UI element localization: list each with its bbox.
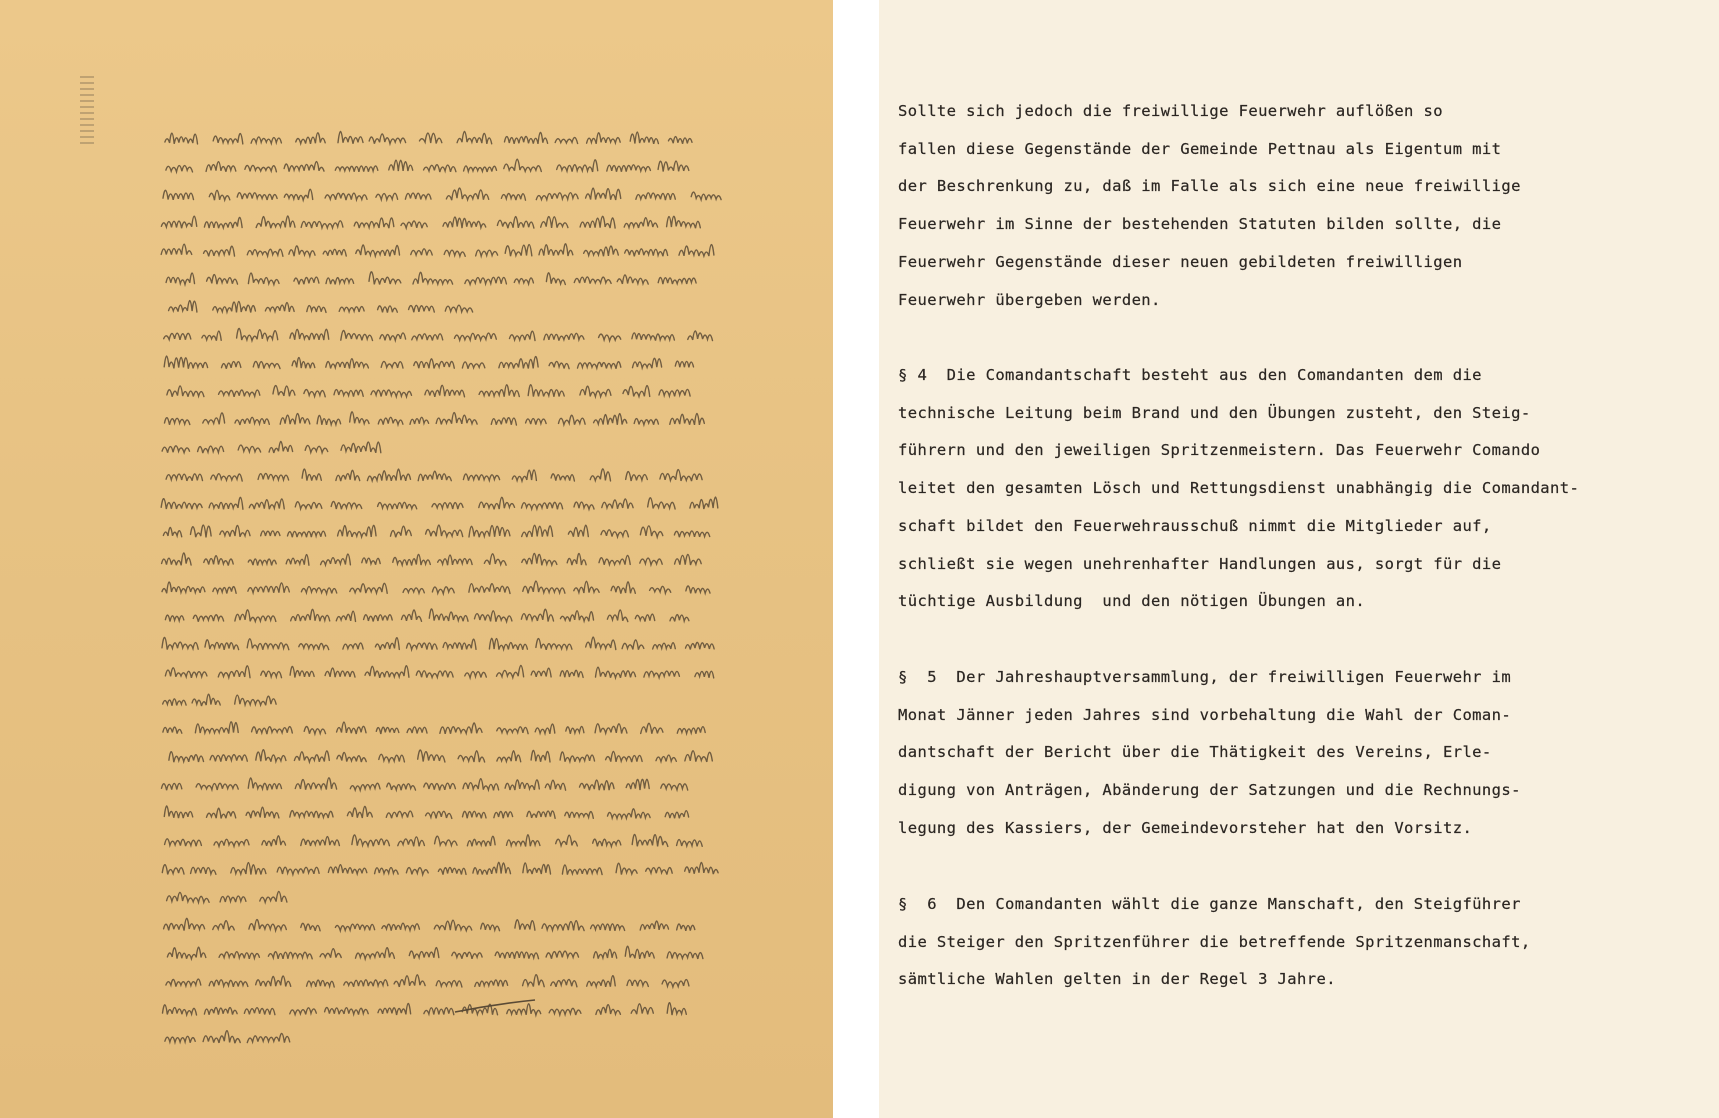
handwritten-line (169, 750, 725, 762)
handwritten-line (165, 1031, 306, 1044)
text-line: Feuerwehr im Sinne der bestehenden Statuten bilden sollte, die (898, 215, 1502, 234)
page-gutter (833, 0, 879, 1118)
paragraph-section-5 (898, 659, 1521, 848)
handwritten-line (163, 722, 719, 734)
text-line: schließt sie wegen unehrenhafter Handlungen aus, sorgt für die (898, 554, 1502, 573)
handwritten-line (164, 918, 708, 930)
paragraph-section-6 (898, 886, 1531, 999)
text-line: Feuerwehr Gegenstände dieser neuen gebildeten freiwilligen (898, 252, 1463, 271)
handwritten-line (162, 637, 722, 650)
text-line: fallen diese Gegenstände der Gemeinde Pettnau als Eigentum mit (898, 139, 1502, 158)
handwritten-line (165, 131, 705, 143)
manuscript-page (0, 0, 833, 1118)
handwritten-line (165, 412, 719, 425)
text-line: Sollte sich jedoch die freiwillige Feuerwehr auflößen so (898, 102, 1443, 120)
text-line: § 4 Die Comandantschaft besteht aus den Comandanten dem die (898, 366, 1482, 384)
text-line: führern und den jeweiligen Spritzenmeistern. Das Feuerwehr Comando (898, 441, 1541, 460)
handwritten-line (166, 975, 704, 987)
handwritten-line (161, 216, 715, 228)
text-line: schaft bildet den Feuerwehrausschuß nimmt die Mitglieder auf, (898, 516, 1492, 535)
handwritten-line (164, 356, 704, 369)
paragraph-section-4 (898, 357, 1579, 621)
handwritten-line (169, 301, 483, 313)
text-line: der Beschrenkung zu, daß im Falle als sich eine neue freiwillige (898, 177, 1521, 196)
handwritten-line (166, 469, 712, 481)
handwritten-line (164, 328, 728, 340)
text-line: § 5 Der Jahreshauptversammlung, der freiwilligen Feuerwehr im (898, 668, 1512, 686)
handwritten-line (163, 188, 727, 200)
text-line: tüchtige Ausbildung und den nötigen Übungen an. (898, 592, 1366, 611)
handwritten-line (165, 609, 697, 622)
handwritten-line (166, 272, 702, 285)
text-line: technische Leitung beim Brand und den Übungen zusteht, den Steig- (898, 403, 1531, 422)
handwritten-line (166, 159, 704, 172)
handwritten-line (162, 441, 396, 453)
handwritten-line (165, 665, 725, 677)
paragraph-intro (898, 93, 1521, 319)
handwritten-line (163, 694, 289, 706)
handwritten-line (162, 581, 718, 594)
text-line: Feuerwehr übergeben werden. (898, 290, 1161, 309)
text-line: dantschaft der Bericht über die Thätigkeit des Vereins, Erle- (898, 743, 1492, 762)
handwritten-line (161, 244, 727, 257)
text-line: legung des Kassiers, der Gemeindevorsteher hat den Vorsitz. (898, 818, 1473, 837)
handwritten-line (161, 497, 724, 509)
handwritten-line (167, 891, 303, 902)
handwritten-line (164, 806, 702, 818)
handwritten-line (163, 1003, 697, 1015)
handwritten-manuscript (0, 0, 833, 1118)
text-line: § 6 Den Comandanten wählt die ganze Manschaft, den Steigführer (898, 895, 1521, 913)
text-line: leitet den gesamten Lösch und Rettungsdienst unabhängig die Comandant- (898, 479, 1580, 498)
text-line: Monat Jänner jeden Jahres sind vorbehaltung die Wahl der Coman- (898, 705, 1512, 724)
handwritten-line (162, 778, 698, 791)
text-line: die Steiger den Spritzenführer die betreffende Spritzenmanschaft, (898, 932, 1531, 951)
text-line: digung von Anträgen, Abänderung der Satzungen und die Rechnungs- (898, 781, 1521, 800)
handwritten-line (167, 946, 719, 959)
handwritten-line (163, 525, 723, 537)
handwritten-line (162, 553, 718, 565)
handwritten-line (162, 862, 731, 874)
handwritten-line (165, 834, 717, 846)
text-line: sämtliche Wahlen gelten in der Regel 3 Jahre. (898, 970, 1336, 989)
handwritten-line (167, 385, 704, 397)
transcript-page (879, 0, 1719, 1118)
